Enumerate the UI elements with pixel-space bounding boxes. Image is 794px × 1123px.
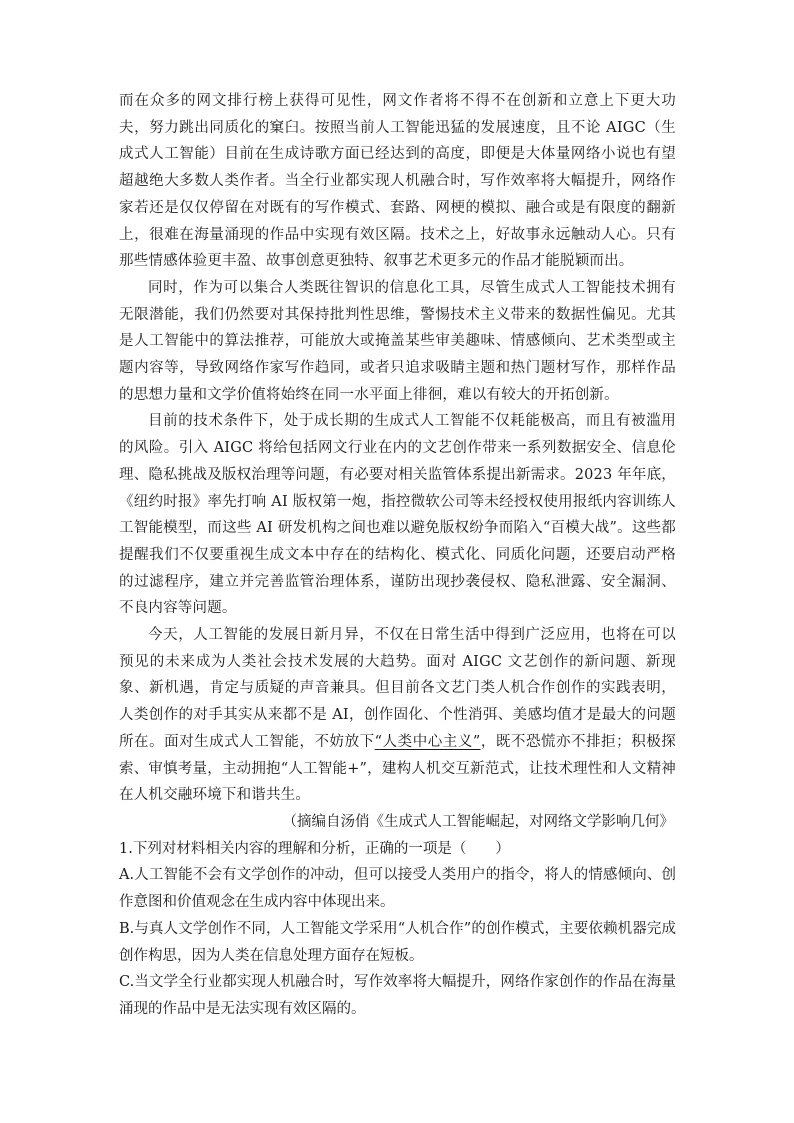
- option-c: C.当文学全行业都实现人机融合时，写作效率将大幅提升，网络作家创作的作品在海量涌现的作品中是无法实现有效区隔的。: [119, 974, 676, 1017]
- paragraph-4-after: ，既不恐慌亦不排拒；积极探索、审慎考量，主动拥抱“人工智能+”，建构人机交互新范式，让技术理性和人文精神在人机交融环境下和谐共生。: [119, 733, 676, 804]
- option-b: B.与真人文学创作不同，人工智能文学采用“人机合作”的创作模式，主要依赖机器完成创作构思，因为人类在信息处理方面存在短板。: [119, 920, 676, 964]
- article-paragraph-2: 同时，作为可以集合人类既往智识的信息化工具，尽管生成式人工智能技术拥有无限潜能，我们仍然要对其保持批判性思维，警惕技术主义带来的数据性偏见。尤其是人工智能中的算法推荐，可能放大或掩盖某些审美趣味、情感倾向、艺术类型或主题内容等，导致网络作家写作趋同，或者只追求吸睛主题和热门题材写作，那样作品的思想力量和文学价值将始终在同一水平面上徘徊，难以有较大的开拓创新。: [119, 279, 676, 403]
- option-a: A.人工智能不会有文学创作的冲动，但可以接受人类用户的指令，将人的情感倾向、创作意图和价值观念在生成内容中体现出来。: [119, 867, 676, 911]
- source-citation: （摘编自汤俏《生成式人工智能崛起，对网络文学影响几何》: [282, 813, 674, 830]
- underlined-phrase: “人类中心主义”: [374, 733, 481, 750]
- paragraph-4-before: 今天，人工智能的发展日新月异，不仅在日常生活中得到广泛应用，也将在可以预见的未来成为人类社会技术发展的大趋势。面对 AIGC 文艺创作的新问题、新现象、新机遇，肯定与质疑的声音兼具。但目前各文艺门类人机合作创作的实践表明，人类创作的对手其实从来都不是 AI，创作固化、个性消弭、美感均值才是最大的问题所在。面对生成式人工智能，不妨放下: [119, 627, 676, 750]
- article-paragraph-4: [119, 622, 676, 809]
- article-paragraph-3: 目前的技术条件下，处于成长期的生成式人工智能不仅耗能极高，而且有被滥用的风险。引入 AIGC 将给包括网文行业在内的文艺创作带来一系列数据安全、信息伦理、隐私挑战及版权治理等问题，有必要对相关监管体系提出新需求。2023 年年底，《纽约时报》率先打响 AI 版权第一炮，指控微软公司等未经授权使用报纸内容训练人工智能模型，而这些 AI 研发机构之间也难以避免版权纷争而陷入“百模大战”。这些都提醒我们不仅要重视生成文本中存在的结构化、模式化、同质化问题，还要启动严格的过滤程序，建立并完善监管治理体系，谨防出现抄袭侵权、隐私泄露、安全漏洞、不良内容等问题。: [119, 413, 677, 617]
- document-page: [119, 88, 676, 1023]
- article-paragraph-1: 而在众多的网文排行榜上获得可见性，网文作者将不得不在创新和立意上下更大功夫，努力跳出同质化的窠臼。按照当前人工智能迅猛的发展速度，且不论 AIGC（生成式人工智能）目前在生成诗歌方面已经达到的高度，即便是大体量网络小说也有望超越绝大多数人类作者。当全行业都实现人机融合时，写作效率将大幅提升，网络作家若还是仅仅停留在对既有的写作模式、套路、网梗的模拟、融合或是有限度的翻新上，很难在海量涌现的作品中实现有效区隔。技术之上，好故事永远触动人心。只有那些情感体验更丰盈、故事创意更独特、叙事艺术更多元的作品才能脱颖而出。: [119, 93, 676, 270]
- question-stem: 1.下列对材料相关内容的理解和分析，正确的一项是（ ）: [119, 840, 510, 857]
